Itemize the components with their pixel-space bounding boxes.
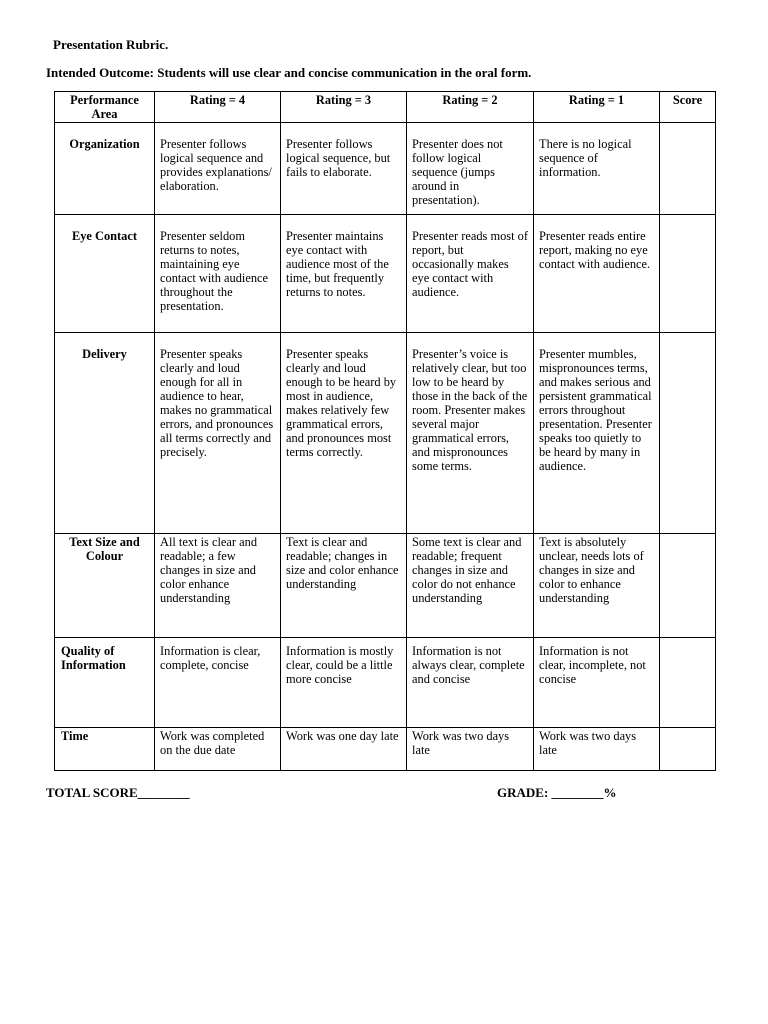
rating-3-cell: Presenter follows logical sequence, but fails to elaborate. (281, 123, 407, 215)
rubric-header (55, 92, 716, 123)
rating-1-cell: Text is absolutely unclear, needs lots of changes in size and color to enhance understanding (534, 534, 660, 638)
rating-3-cell: Text is clear and readable; changes in size and color enhance understanding (281, 534, 407, 638)
rating-3-cell: Presenter maintains eye contact with audience most of the time, but frequently returns to notes. (281, 215, 407, 333)
rating-1-cell: There is no logical sequence of information. (534, 123, 660, 215)
rating-4-cell: Information is clear, complete, concise (155, 638, 281, 728)
rating-2-cell: Presenter’s voice is relatively clear, but too low to be heard by those in the back of the room. Presenter makes several major grammatical errors, and mispronounces some terms. (407, 333, 534, 534)
row-eye-contact (55, 215, 716, 333)
score-cell[interactable] (660, 728, 716, 771)
rating-3-cell: Information is mostly clear, could be a little more concise (281, 638, 407, 728)
rating-4-cell: Presenter follows logical sequence and provides explanations/ elaboration. (155, 123, 281, 215)
rating-2-cell: Work was two days late (407, 728, 534, 771)
rating-3-cell: Work was one day late (281, 728, 407, 771)
score-cell[interactable] (660, 333, 716, 534)
rating-1-cell: Work was two days late (534, 728, 660, 771)
rating-3-cell: Presenter speaks clearly and loud enough to be heard by most in audience, makes relatively few grammatical errors, and pronounces most terms correctly. (281, 333, 407, 534)
rating-1-cell: Information is not clear, incomplete, not concise (534, 638, 660, 728)
header-rating-2: Rating = 2 (407, 92, 534, 123)
area-label: Organization (55, 123, 155, 215)
rating-2-cell: Information is not always clear, complete and concise (407, 638, 534, 728)
rating-4-cell: Presenter seldom returns to notes, maintaining eye contact with audience throughout the presentation. (155, 215, 281, 333)
intended-outcome: Intended Outcome: Students will use clear and concise communication in the oral form. (46, 65, 532, 80)
rating-4-cell: Work was completed on the due date (155, 728, 281, 771)
row-text-size-colour (55, 534, 716, 638)
row-organization (55, 123, 716, 215)
rating-2-cell: Some text is clear and readable; frequent changes in size and color do not enhance understanding (407, 534, 534, 638)
score-cell[interactable] (660, 534, 716, 638)
area-label: Text Size and Colour (55, 534, 155, 638)
total-score-line: TOTAL SCORE________ (46, 785, 190, 800)
grade-line: GRADE: ________% (497, 785, 617, 800)
rating-4-cell: Presenter speaks clearly and loud enough for all in audience to hear, makes no grammatical errors, and pronounces all terms correctly and precisely. (155, 333, 281, 534)
rating-4-cell: All text is clear and readable; a few changes in size and color enhance understanding (155, 534, 281, 638)
header-performance-area: Performance Area (55, 92, 155, 123)
area-label: Delivery (55, 333, 155, 534)
header-rating-3: Rating = 3 (281, 92, 407, 123)
row-delivery (55, 333, 716, 534)
row-time (55, 728, 716, 771)
row-quality-of-information (55, 638, 716, 728)
score-cell[interactable] (660, 638, 716, 728)
area-label: Time (55, 728, 155, 771)
rating-1-cell: Presenter reads entire report, making no eye contact with audience. (534, 215, 660, 333)
header-score: Score (660, 92, 716, 123)
rating-1-cell: Presenter mumbles, mispronounces terms, and makes serious and persistent grammatical errors throughout presentation. Presenter speaks too quietly to be heard by many in audience. (534, 333, 660, 534)
rubric-table (54, 91, 716, 771)
area-label: Eye Contact (55, 215, 155, 333)
score-cell[interactable] (660, 123, 716, 215)
header-rating-1: Rating = 1 (534, 92, 660, 123)
score-cell[interactable] (660, 215, 716, 333)
rating-2-cell: Presenter does not follow logical sequence (jumps around in presentation). (407, 123, 534, 215)
header-row (55, 92, 716, 123)
header-rating-4: Rating = 4 (155, 92, 281, 123)
document-title: Presentation Rubric. (53, 37, 169, 52)
rating-2-cell: Presenter reads most of report, but occasionally makes eye contact with audience. (407, 215, 534, 333)
area-label: Quality of Information (55, 638, 155, 728)
